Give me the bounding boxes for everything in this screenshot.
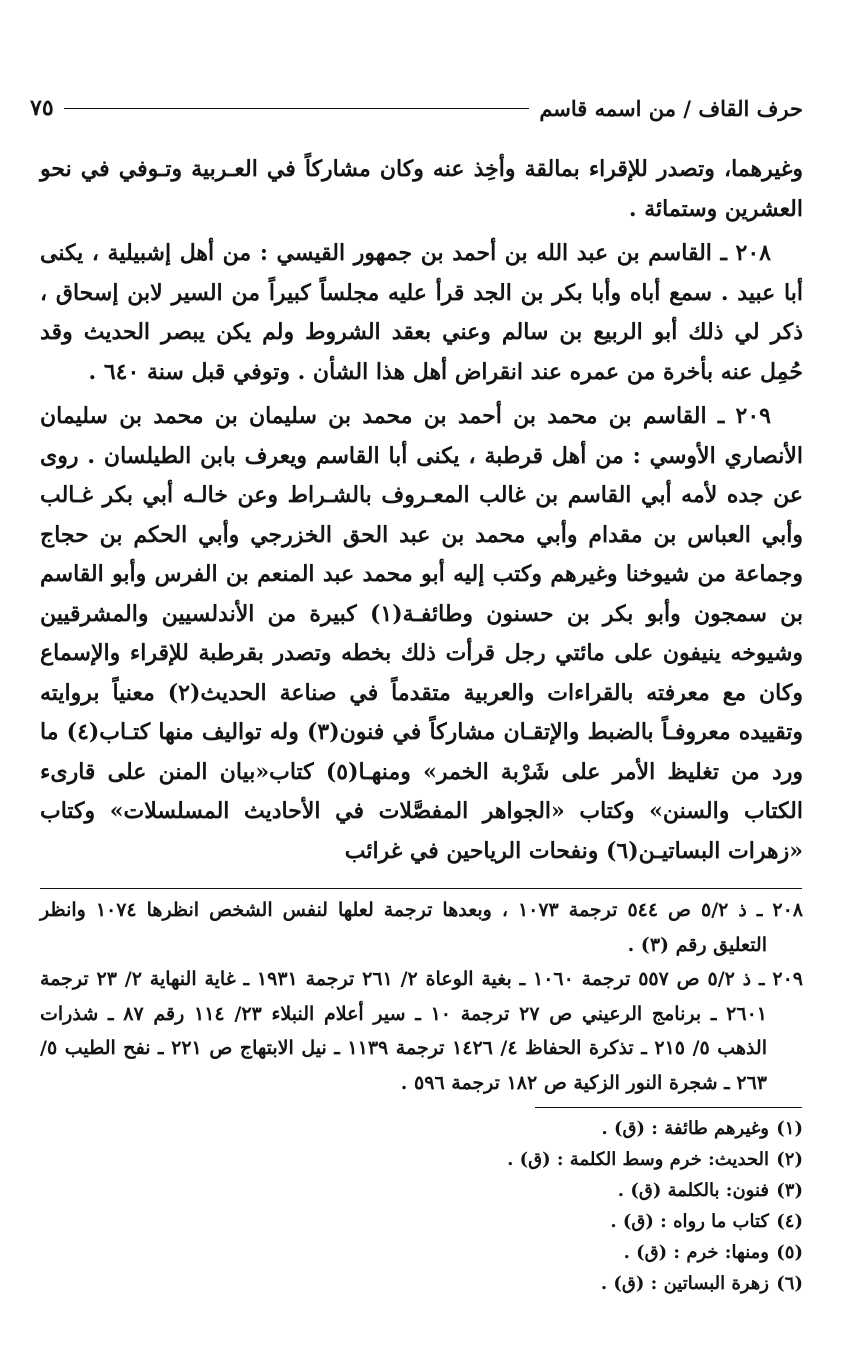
footnote bbox=[243, 1268, 803, 1299]
footnote bbox=[243, 1113, 803, 1144]
source-references bbox=[40, 893, 803, 1100]
footnotes-divider bbox=[535, 1107, 802, 1108]
footnote-text: فنون: بالكلمة (ق) . bbox=[617, 1180, 769, 1201]
page-number: ٧٥ bbox=[30, 95, 54, 121]
running-title: حرف القاف / من اسمه قاسم bbox=[539, 95, 803, 121]
footnote-text: الحديث: خرم وسط الكلمة : (ق) . bbox=[507, 1149, 769, 1170]
footnote-text: كتاب ما رواه : (ق) . bbox=[610, 1211, 769, 1232]
footnote-text: ومنها: خرم : (ق) . bbox=[623, 1242, 769, 1263]
footnotes bbox=[243, 1113, 803, 1299]
paragraph-continuation: وغيرهما، وتصدر للإقراء بمالقة وأخِذ عنه وكان مشاركاً في العـربية وتـوفي في نحو العشرين وستمائة . bbox=[40, 156, 803, 222]
footnote-number: (٥) bbox=[776, 1242, 803, 1263]
page-header bbox=[30, 90, 803, 126]
source-entry-209: ٢٠٩ ـ ذ ٥/٢ ص ٥٥٧ ترجمة ١٠٦٠ ـ بغية الوعاة ٢/ ٢٦١ ترجمة ١٩٣١ ـ غاية النهاية ٢/ ٢٣ ترجمة ٢٦٠١ ـ برنامج الرعيني ص ٢٧ ترجمة ١٠ ـ سير أعلام النبلاء ٢٣/ ١١٤ رقم ٨٧ ـ شذرات الذهب ٥/ ٢١٥ ـ تذكرة الحفاظ ٤/ ١٤٢٦ ترجمة ١١٣٩ ـ نيل الابتهاج ص ٢٢١ ـ نفح الطيب ٥/ ٢٦٣ ـ شجرة النور الزكية ص ١٨٢ ترجمة ٥٩٦ . bbox=[40, 968, 804, 1094]
entry-209: ٢٠٩ ـ القاسم بن محمد بن أحمد بن محمد بن سليمان بن محمد بن سليمان الأنصاري الأوسي : من أهل قرطبة ، يكنى أبا القاسم ويعرف بابن الطيلسان . روى عن جده لأمه أبي القاسم بن غالب المعـروف بالشـراط وعن خالـه أبي بكر غـالب وأبي العباس بن مقدام وأبي محمد بن عبد الحق الخزرجي وأبي الحكم بن حجاج وجماعة من شيوخنا وغيرهم وكتب إليه أبو محمد عبد المنعم بن الفرس وأبو القاسم بن سمجون وأبو بكر بن حسنون وطائفـة(١) كبيرة من الأندلسيين والمشرقيين وشيوخه ينيفون على مائتي رجل قرأت ذلك بخطه وتصدر بقرطبة للإقراء والإسماع وكان مع معرفته بالقراءات والعربية متقدماً في صناعة الحديث(٢) معنياً بروايته وتقييده معروفـاً بالضبط والإتقـان مشاركاً في فنون(٣) وله تواليف منها كتـاب(٤) ما ورد من تغليظ الأمر على شَرْبة الخمر» ومنهـا(٥) كتاب«بيان المنن على قارىء الكتاب والسنن» وكتاب «الجواهر المفصَّلات في الأحاديث المسلسلات» وكتاب «زهرات البساتيـن(٦) ونفحات الرياحين في غرائب bbox=[40, 403, 803, 864]
footnote-number: (١) bbox=[776, 1118, 803, 1139]
footnote-number: (٢) bbox=[776, 1149, 803, 1170]
sources-divider bbox=[40, 888, 802, 889]
source-entry-208: ٢٠٨ ـ ذ ٥/٢ ص ٥٤٤ ترجمة ١٠٧٣ ، وبعدها ترجمة لعلها لنفس الشخص انظرها ١٠٧٤ وانظر التعليق رقم (٣) . bbox=[40, 899, 803, 956]
footnote bbox=[243, 1237, 803, 1268]
footnote bbox=[243, 1144, 803, 1175]
footnote-text: زهرة البساتين : (ق) . bbox=[600, 1273, 769, 1294]
header-rule bbox=[64, 108, 530, 109]
footnote bbox=[243, 1175, 803, 1206]
main-text bbox=[40, 150, 803, 871]
footnote-text: وغيرهم طائفة : (ق) . bbox=[601, 1118, 769, 1139]
footnote-number: (٦) bbox=[776, 1273, 803, 1294]
footnote-number: (٤) bbox=[776, 1211, 803, 1232]
entry-208: ٢٠٨ ـ القاسم بن عبد الله بن أحمد بن جمهور القيسي : من أهل إشبيلية ، يكنى أبا عبيد . سمع أباه وأبا بكر بن الجد قرأ عليه مجلساً كبيراً من السير لابن إسحاق ، ذكر لي ذلك أبو الربيع بن سالم وعني بعقد الشروط ولم يكن يبصر الحديث وقد حُمِل عنه بأخرة من عمره عند انقراض أهل هذا الشأن . وتوفي قبل سنة ٦٤٠ . bbox=[40, 240, 803, 385]
footnote bbox=[243, 1206, 803, 1237]
footnote-number: (٣) bbox=[776, 1180, 803, 1201]
